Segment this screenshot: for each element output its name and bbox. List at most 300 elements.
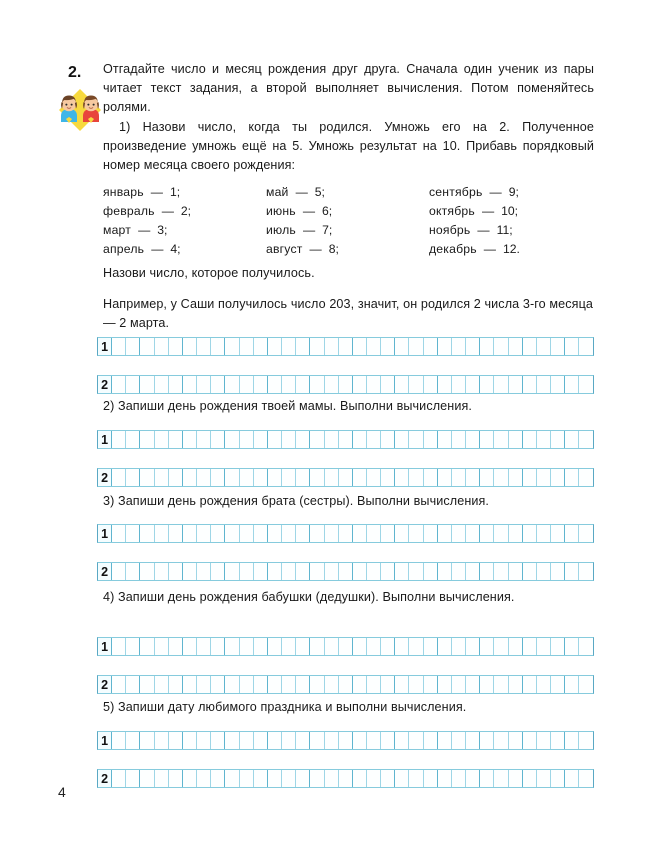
answer-cell[interactable] [310,431,324,448]
answer-cell[interactable] [579,431,593,448]
answer-cell[interactable] [452,431,466,448]
answer-cell[interactable] [325,469,339,486]
answer-cell[interactable] [169,638,183,655]
answer-cell[interactable] [424,770,438,787]
answer-cell[interactable] [126,376,140,393]
answer-cell[interactable] [565,469,579,486]
answer-cell[interactable] [395,431,409,448]
answer-cell[interactable] [424,638,438,655]
answer-cell[interactable] [452,525,466,542]
answer-cell[interactable] [551,431,565,448]
answer-cell[interactable] [254,376,268,393]
answer-cell[interactable] [282,376,296,393]
answer-cell[interactable] [225,525,239,542]
answer-cell[interactable] [282,638,296,655]
answer-cell[interactable] [112,770,126,787]
answer-cell[interactable] [225,469,239,486]
answer-cell[interactable] [551,770,565,787]
answer-cell[interactable] [183,732,197,749]
answer-cell[interactable] [523,770,537,787]
answer-cell[interactable] [565,638,579,655]
answer-cell[interactable] [395,469,409,486]
answer-cell[interactable] [452,732,466,749]
answer-cell[interactable] [197,676,211,693]
answer-row-label[interactable] [98,770,112,787]
answer-cell[interactable] [282,338,296,355]
answer-cell[interactable] [551,563,565,580]
answer-cell[interactable] [183,431,197,448]
answer-cell[interactable] [537,376,551,393]
answer-cell[interactable] [310,376,324,393]
answer-cell[interactable] [268,676,282,693]
answer-cell[interactable] [438,431,452,448]
answer-cell[interactable] [438,770,452,787]
answer-cell[interactable] [268,431,282,448]
answer-cell[interactable] [310,469,324,486]
answer-cell[interactable] [367,469,381,486]
answer-cell[interactable] [424,732,438,749]
answer-cell[interactable] [240,563,254,580]
answer-cell[interactable] [565,376,579,393]
answer-cell[interactable] [296,469,310,486]
answer-cell[interactable] [325,732,339,749]
answer-cell[interactable] [480,431,494,448]
answer-cell[interactable] [480,732,494,749]
answer-cell[interactable] [509,563,523,580]
answer-cell[interactable] [353,431,367,448]
answer-cell[interactable] [268,525,282,542]
answer-cell[interactable] [523,376,537,393]
answer-cell[interactable] [126,525,140,542]
answer-cell[interactable] [494,525,508,542]
answer-cell[interactable] [155,676,169,693]
answer-cell[interactable] [523,732,537,749]
answer-cell[interactable] [183,338,197,355]
answer-cell[interactable] [452,770,466,787]
answer-cell[interactable] [466,431,480,448]
answer-cell[interactable] [381,338,395,355]
answer-cell[interactable] [381,732,395,749]
answer-cell[interactable] [240,676,254,693]
answer-cell[interactable] [211,732,225,749]
answer-cell[interactable] [523,338,537,355]
answer-cell[interactable] [296,376,310,393]
answer-cell[interactable] [381,563,395,580]
answer-cell[interactable] [579,638,593,655]
answer-cell[interactable] [254,338,268,355]
answer-cell[interactable] [211,770,225,787]
answer-cell[interactable] [494,469,508,486]
answer-cell[interactable] [339,770,353,787]
answer-cell[interactable] [240,638,254,655]
answer-cell[interactable] [395,638,409,655]
answer-cell[interactable] [409,563,423,580]
answer-cell[interactable] [339,732,353,749]
answer-cell[interactable] [169,770,183,787]
answer-cell[interactable] [211,563,225,580]
answer-cell[interactable] [268,732,282,749]
answer-cell[interactable] [424,338,438,355]
answer-cell[interactable] [296,732,310,749]
answer-cell[interactable] [579,676,593,693]
answer-cell[interactable] [466,469,480,486]
answer-cell[interactable] [551,676,565,693]
answer-cell[interactable] [126,676,140,693]
answer-cell[interactable] [565,676,579,693]
answer-cell[interactable] [424,676,438,693]
answer-cell[interactable] [211,525,225,542]
answer-cell[interactable] [183,525,197,542]
answer-cell[interactable] [240,732,254,749]
answer-cell[interactable] [169,469,183,486]
answer-cell[interactable] [254,638,268,655]
answer-cell[interactable] [169,431,183,448]
answer-cell[interactable] [268,770,282,787]
answer-cell[interactable] [480,676,494,693]
answer-cell[interactable] [565,563,579,580]
answer-cell[interactable] [353,676,367,693]
answer-row-label[interactable] [98,563,112,580]
answer-cell[interactable] [197,563,211,580]
answer-cell[interactable] [452,338,466,355]
answer-cell[interactable] [381,770,395,787]
answer-cell[interactable] [155,431,169,448]
answer-cell[interactable] [126,431,140,448]
answer-cell[interactable] [310,676,324,693]
answer-cell[interactable] [537,732,551,749]
answer-cell[interactable] [325,676,339,693]
answer-cell[interactable] [409,770,423,787]
answer-cell[interactable] [169,376,183,393]
answer-cell[interactable] [551,732,565,749]
answer-cell[interactable] [325,770,339,787]
answer-cell[interactable] [155,469,169,486]
answer-cell[interactable] [353,638,367,655]
answer-cell[interactable] [367,638,381,655]
answer-cell[interactable] [225,376,239,393]
answer-cell[interactable] [155,638,169,655]
answer-cell[interactable] [523,638,537,655]
answer-cell[interactable] [381,376,395,393]
answer-cell[interactable] [183,770,197,787]
answer-cell[interactable] [409,338,423,355]
answer-cell[interactable] [211,376,225,393]
answer-cell[interactable] [325,638,339,655]
answer-cell[interactable] [381,525,395,542]
answer-cell[interactable] [438,525,452,542]
answer-cell[interactable] [494,563,508,580]
answer-cell[interactable] [197,469,211,486]
answer-cell[interactable] [409,431,423,448]
answer-cell[interactable] [353,563,367,580]
answer-cell[interactable] [254,732,268,749]
answer-cell[interactable] [155,770,169,787]
answer-cell[interactable] [112,338,126,355]
answer-cell[interactable] [367,338,381,355]
answer-cell[interactable] [197,732,211,749]
answer-row-label[interactable] [98,431,112,448]
answer-cell[interactable] [537,431,551,448]
answer-cell[interactable] [225,563,239,580]
answer-cell[interactable] [339,469,353,486]
answer-cell[interactable] [579,770,593,787]
answer-cell[interactable] [197,431,211,448]
answer-row[interactable] [97,430,594,449]
answer-cell[interactable] [509,732,523,749]
answer-cell[interactable] [339,376,353,393]
answer-cell[interactable] [466,525,480,542]
answer-cell[interactable] [409,638,423,655]
answer-cell[interactable] [409,376,423,393]
answer-cell[interactable] [282,525,296,542]
answer-row-label[interactable] [98,376,112,393]
answer-cell[interactable] [466,563,480,580]
answer-cell[interactable] [140,338,154,355]
answer-cell[interactable] [438,376,452,393]
answer-cell[interactable] [494,770,508,787]
answer-cell[interactable] [140,638,154,655]
answer-cell[interactable] [339,563,353,580]
answer-cell[interactable] [225,638,239,655]
answer-cell[interactable] [112,469,126,486]
answer-cell[interactable] [169,563,183,580]
answer-cell[interactable] [183,376,197,393]
answer-cell[interactable] [480,638,494,655]
answer-cell[interactable] [480,525,494,542]
answer-cell[interactable] [551,525,565,542]
answer-cell[interactable] [254,525,268,542]
answer-cell[interactable] [112,732,126,749]
answer-cell[interactable] [395,563,409,580]
answer-cell[interactable] [339,638,353,655]
answer-cell[interactable] [509,376,523,393]
answer-cell[interactable] [225,770,239,787]
answer-cell[interactable] [466,676,480,693]
answer-cell[interactable] [452,469,466,486]
answer-cell[interactable] [395,338,409,355]
answer-cell[interactable] [140,525,154,542]
answer-cell[interactable] [225,732,239,749]
answer-cell[interactable] [325,376,339,393]
answer-cell[interactable] [126,732,140,749]
answer-cell[interactable] [551,638,565,655]
answer-cell[interactable] [424,525,438,542]
answer-cell[interactable] [126,563,140,580]
answer-cell[interactable] [211,676,225,693]
answer-cell[interactable] [367,563,381,580]
answer-cell[interactable] [155,338,169,355]
answer-cell[interactable] [296,770,310,787]
answer-cell[interactable] [268,563,282,580]
answer-cell[interactable] [155,563,169,580]
answer-cell[interactable] [310,338,324,355]
answer-cell[interactable] [112,638,126,655]
answer-cell[interactable] [438,638,452,655]
answer-cell[interactable] [140,469,154,486]
answer-cell[interactable] [310,638,324,655]
answer-cell[interactable] [353,732,367,749]
answer-cell[interactable] [424,376,438,393]
answer-cell[interactable] [140,376,154,393]
answer-cell[interactable] [225,676,239,693]
answer-cell[interactable] [254,469,268,486]
answer-cell[interactable] [367,770,381,787]
answer-cell[interactable] [296,638,310,655]
answer-cell[interactable] [579,469,593,486]
answer-cell[interactable] [523,676,537,693]
answer-cell[interactable] [452,563,466,580]
answer-cell[interactable] [254,770,268,787]
answer-cell[interactable] [296,338,310,355]
answer-cell[interactable] [480,563,494,580]
answer-cell[interactable] [240,525,254,542]
answer-cell[interactable] [395,732,409,749]
answer-cell[interactable] [480,469,494,486]
answer-cell[interactable] [395,376,409,393]
answer-cell[interactable] [452,638,466,655]
answer-cell[interactable] [225,338,239,355]
answer-cell[interactable] [126,638,140,655]
answer-cell[interactable] [551,376,565,393]
answer-cell[interactable] [466,338,480,355]
answer-cell[interactable] [452,376,466,393]
answer-cell[interactable] [494,431,508,448]
answer-cell[interactable] [325,563,339,580]
answer-cell[interactable] [409,525,423,542]
answer-cell[interactable] [126,469,140,486]
answer-cell[interactable] [240,338,254,355]
answer-cell[interactable] [409,676,423,693]
answer-cell[interactable] [254,431,268,448]
answer-cell[interactable] [494,338,508,355]
answer-cell[interactable] [310,770,324,787]
answer-row-label[interactable] [98,469,112,486]
answer-cell[interactable] [140,770,154,787]
answer-cell[interactable] [523,525,537,542]
answer-cell[interactable] [225,431,239,448]
answer-cell[interactable] [268,469,282,486]
answer-cell[interactable] [183,469,197,486]
answer-cell[interactable] [381,431,395,448]
answer-cell[interactable] [438,338,452,355]
answer-row[interactable] [97,675,594,694]
answer-cell[interactable] [381,638,395,655]
answer-cell[interactable] [197,376,211,393]
answer-cell[interactable] [183,563,197,580]
answer-cell[interactable] [579,732,593,749]
answer-cell[interactable] [112,676,126,693]
answer-cell[interactable] [565,525,579,542]
answer-cell[interactable] [310,732,324,749]
answer-cell[interactable] [169,525,183,542]
answer-cell[interactable] [466,732,480,749]
answer-row[interactable] [97,731,594,750]
answer-cell[interactable] [183,676,197,693]
answer-cell[interactable] [509,469,523,486]
answer-cell[interactable] [551,469,565,486]
answer-cell[interactable] [339,338,353,355]
answer-cell[interactable] [523,563,537,580]
answer-row[interactable] [97,524,594,543]
answer-cell[interactable] [509,676,523,693]
answer-cell[interactable] [353,338,367,355]
answer-cell[interactable] [537,770,551,787]
answer-cell[interactable] [579,525,593,542]
answer-cell[interactable] [395,676,409,693]
answer-cell[interactable] [296,525,310,542]
answer-cell[interactable] [282,431,296,448]
answer-cell[interactable] [452,676,466,693]
answer-cell[interactable] [565,770,579,787]
answer-cell[interactable] [537,638,551,655]
answer-cell[interactable] [466,770,480,787]
answer-cell[interactable] [353,525,367,542]
answer-cell[interactable] [353,770,367,787]
answer-cell[interactable] [339,676,353,693]
answer-cell[interactable] [169,338,183,355]
answer-cell[interactable] [211,638,225,655]
answer-cell[interactable] [509,638,523,655]
answer-cell[interactable] [579,563,593,580]
answer-cell[interactable] [367,525,381,542]
answer-cell[interactable] [155,525,169,542]
answer-cell[interactable] [112,431,126,448]
answer-cell[interactable] [282,469,296,486]
answer-cell[interactable] [140,563,154,580]
answer-cell[interactable] [112,563,126,580]
answer-cell[interactable] [197,338,211,355]
answer-cell[interactable] [565,338,579,355]
answer-cell[interactable] [438,469,452,486]
answer-cell[interactable] [353,376,367,393]
answer-cell[interactable] [282,732,296,749]
answer-cell[interactable] [353,469,367,486]
answer-cell[interactable] [254,563,268,580]
answer-cell[interactable] [565,732,579,749]
answer-row-label[interactable] [98,525,112,542]
answer-cell[interactable] [579,338,593,355]
answer-cell[interactable] [140,676,154,693]
answer-cell[interactable] [282,676,296,693]
answer-cell[interactable] [409,732,423,749]
answer-cell[interactable] [197,638,211,655]
answer-row-label[interactable] [98,676,112,693]
answer-cell[interactable] [339,525,353,542]
answer-cell[interactable] [126,770,140,787]
answer-cell[interactable] [537,676,551,693]
answer-cell[interactable] [197,525,211,542]
answer-cell[interactable] [296,676,310,693]
answer-cell[interactable] [325,431,339,448]
answer-cell[interactable] [494,676,508,693]
answer-cell[interactable] [494,376,508,393]
answer-cell[interactable] [310,525,324,542]
answer-row[interactable] [97,769,594,788]
answer-cell[interactable] [282,770,296,787]
answer-row-label[interactable] [98,338,112,355]
answer-row-label[interactable] [98,638,112,655]
answer-cell[interactable] [537,469,551,486]
answer-cell[interactable] [325,525,339,542]
answer-cell[interactable] [509,431,523,448]
answer-cell[interactable] [367,676,381,693]
answer-cell[interactable] [438,676,452,693]
answer-cell[interactable] [509,338,523,355]
answer-cell[interactable] [466,376,480,393]
answer-cell[interactable] [296,431,310,448]
answer-cell[interactable] [395,525,409,542]
answer-cell[interactable] [211,338,225,355]
